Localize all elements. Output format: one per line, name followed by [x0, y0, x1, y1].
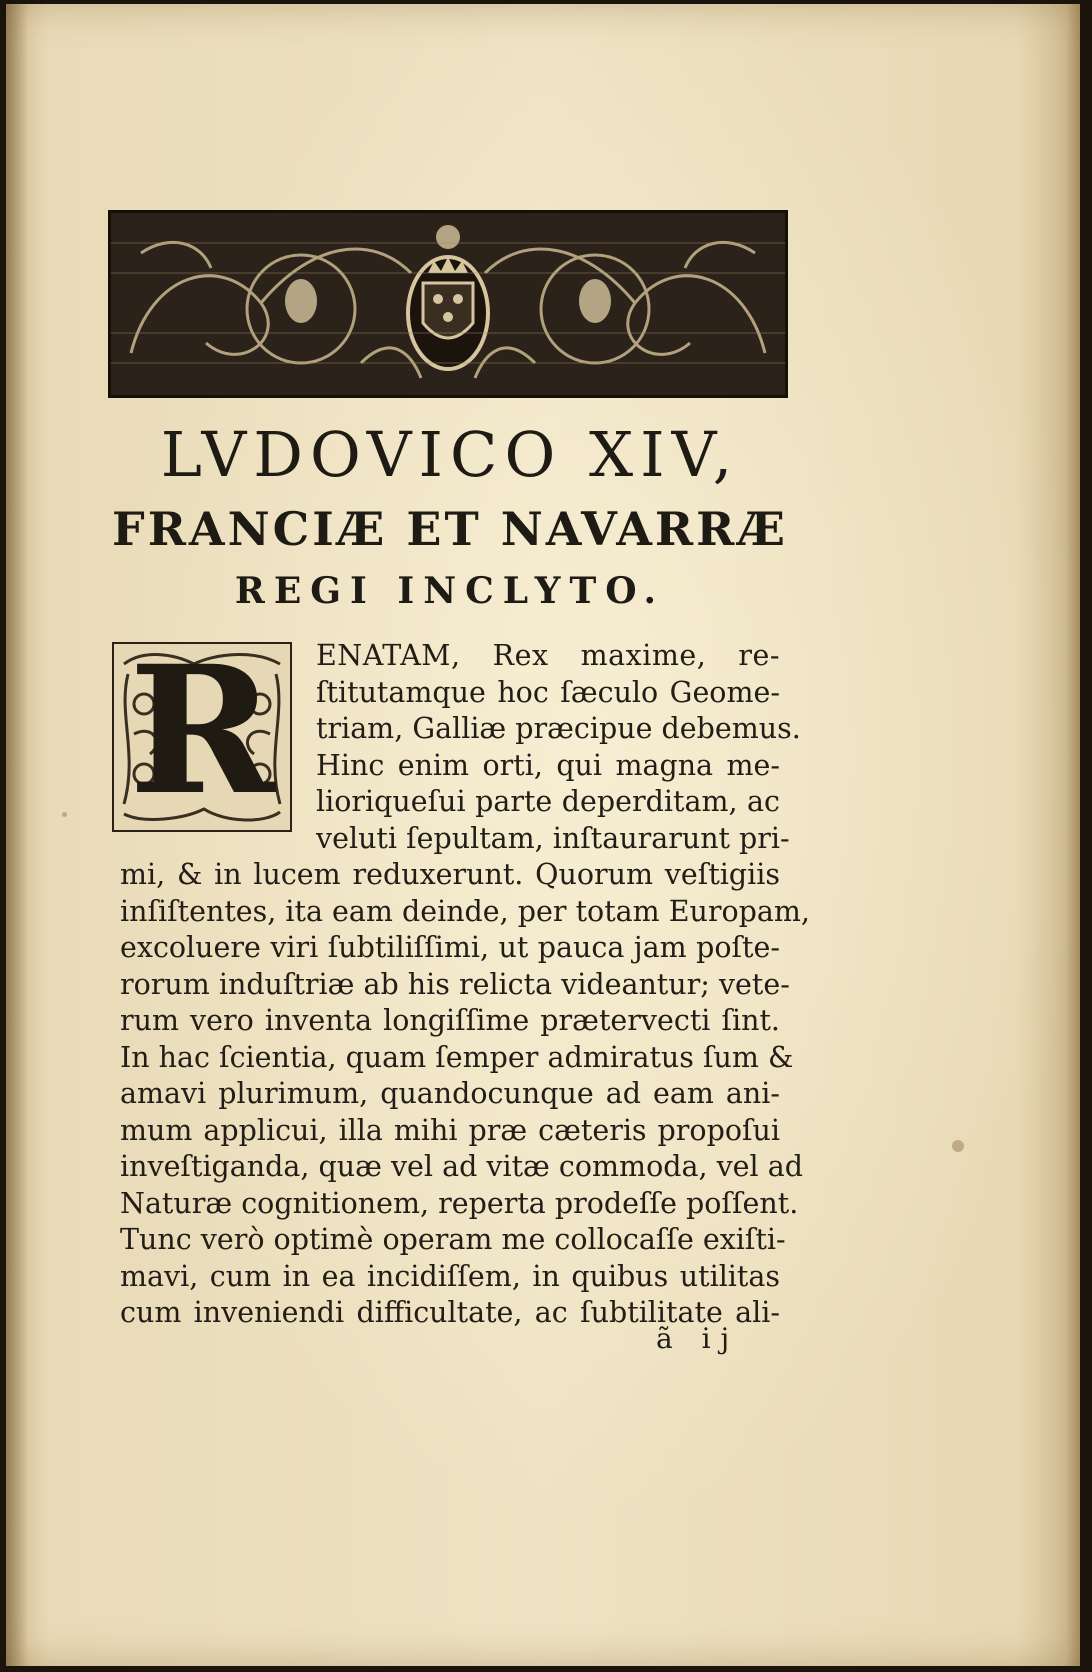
text-line: In hac ſcientia, quam ſemper admiratus ſum & — [120, 1040, 794, 1074]
text-line: mum applicui, illa mihi præ cæteris propoſui — [120, 1113, 780, 1147]
signature-mark: ã ij — [656, 1322, 740, 1355]
text-line: mavi, cum in ea incidiſſem, in quibus utilitas — [120, 1259, 780, 1293]
text-line: rum vero inventa longiſſime prætervecti ſint. — [120, 1004, 780, 1037]
initial-letter: R — [128, 642, 276, 832]
text-line: ENATAM, Rex maxime, re- — [316, 639, 780, 672]
text-line: veluti ſepultam, inſtaurarunt pri- — [316, 821, 790, 855]
page-edge — [1066, 4, 1080, 1666]
text-line: Tunc verò optimè operam me collocaſſe exiſti- — [120, 1223, 786, 1256]
text-line: lioriqueſui parte deperditam, ac — [316, 785, 780, 818]
dedication-subtitle: FRANCIÆ ET NAVARRÆ — [112, 502, 788, 556]
text-line: inſiſtentes, ita eam deinde, per totam Europam, — [120, 894, 810, 928]
text-line: mi, & in lucem reduxerunt. Quorum veſtigiis — [120, 858, 780, 891]
dedication-title: LVDOVICO XIV, — [160, 418, 740, 491]
royal-arms-ornament-icon — [108, 210, 788, 398]
text-line: Naturæ cognitionem, reperta prodeſſe poſſent. — [120, 1186, 799, 1220]
text-line: Hinc enim orti, qui magna me- — [316, 748, 780, 782]
paper-spot — [952, 1140, 964, 1152]
dedication-body — [120, 638, 810, 1332]
book-page — [6, 4, 1080, 1666]
gutter-shadow — [6, 4, 28, 1666]
text-line: inveſtiganda, quæ vel ad vitæ commoda, vel ad — [120, 1150, 803, 1183]
dedication-subtitle-2: REGI INCLYTO. — [234, 570, 666, 612]
text-line: cum inveniendi difficultate, ac ſubtilitate ali- — [120, 1296, 780, 1329]
text-line: excoluere viri ſubtiliſſimi, ut pauca jam poſte- — [120, 931, 780, 964]
text-line: amavi plurimum, quandocunque ad eam ani- — [120, 1077, 780, 1110]
text-line: ſtitutamque hoc ſæculo Geome- — [316, 675, 780, 709]
paper-spot — [62, 812, 67, 817]
text-line: rorum induſtriæ ab his relicta videantur; vete- — [120, 967, 790, 1001]
text-line: triam, Galliæ præcipue debemus. — [316, 712, 801, 745]
